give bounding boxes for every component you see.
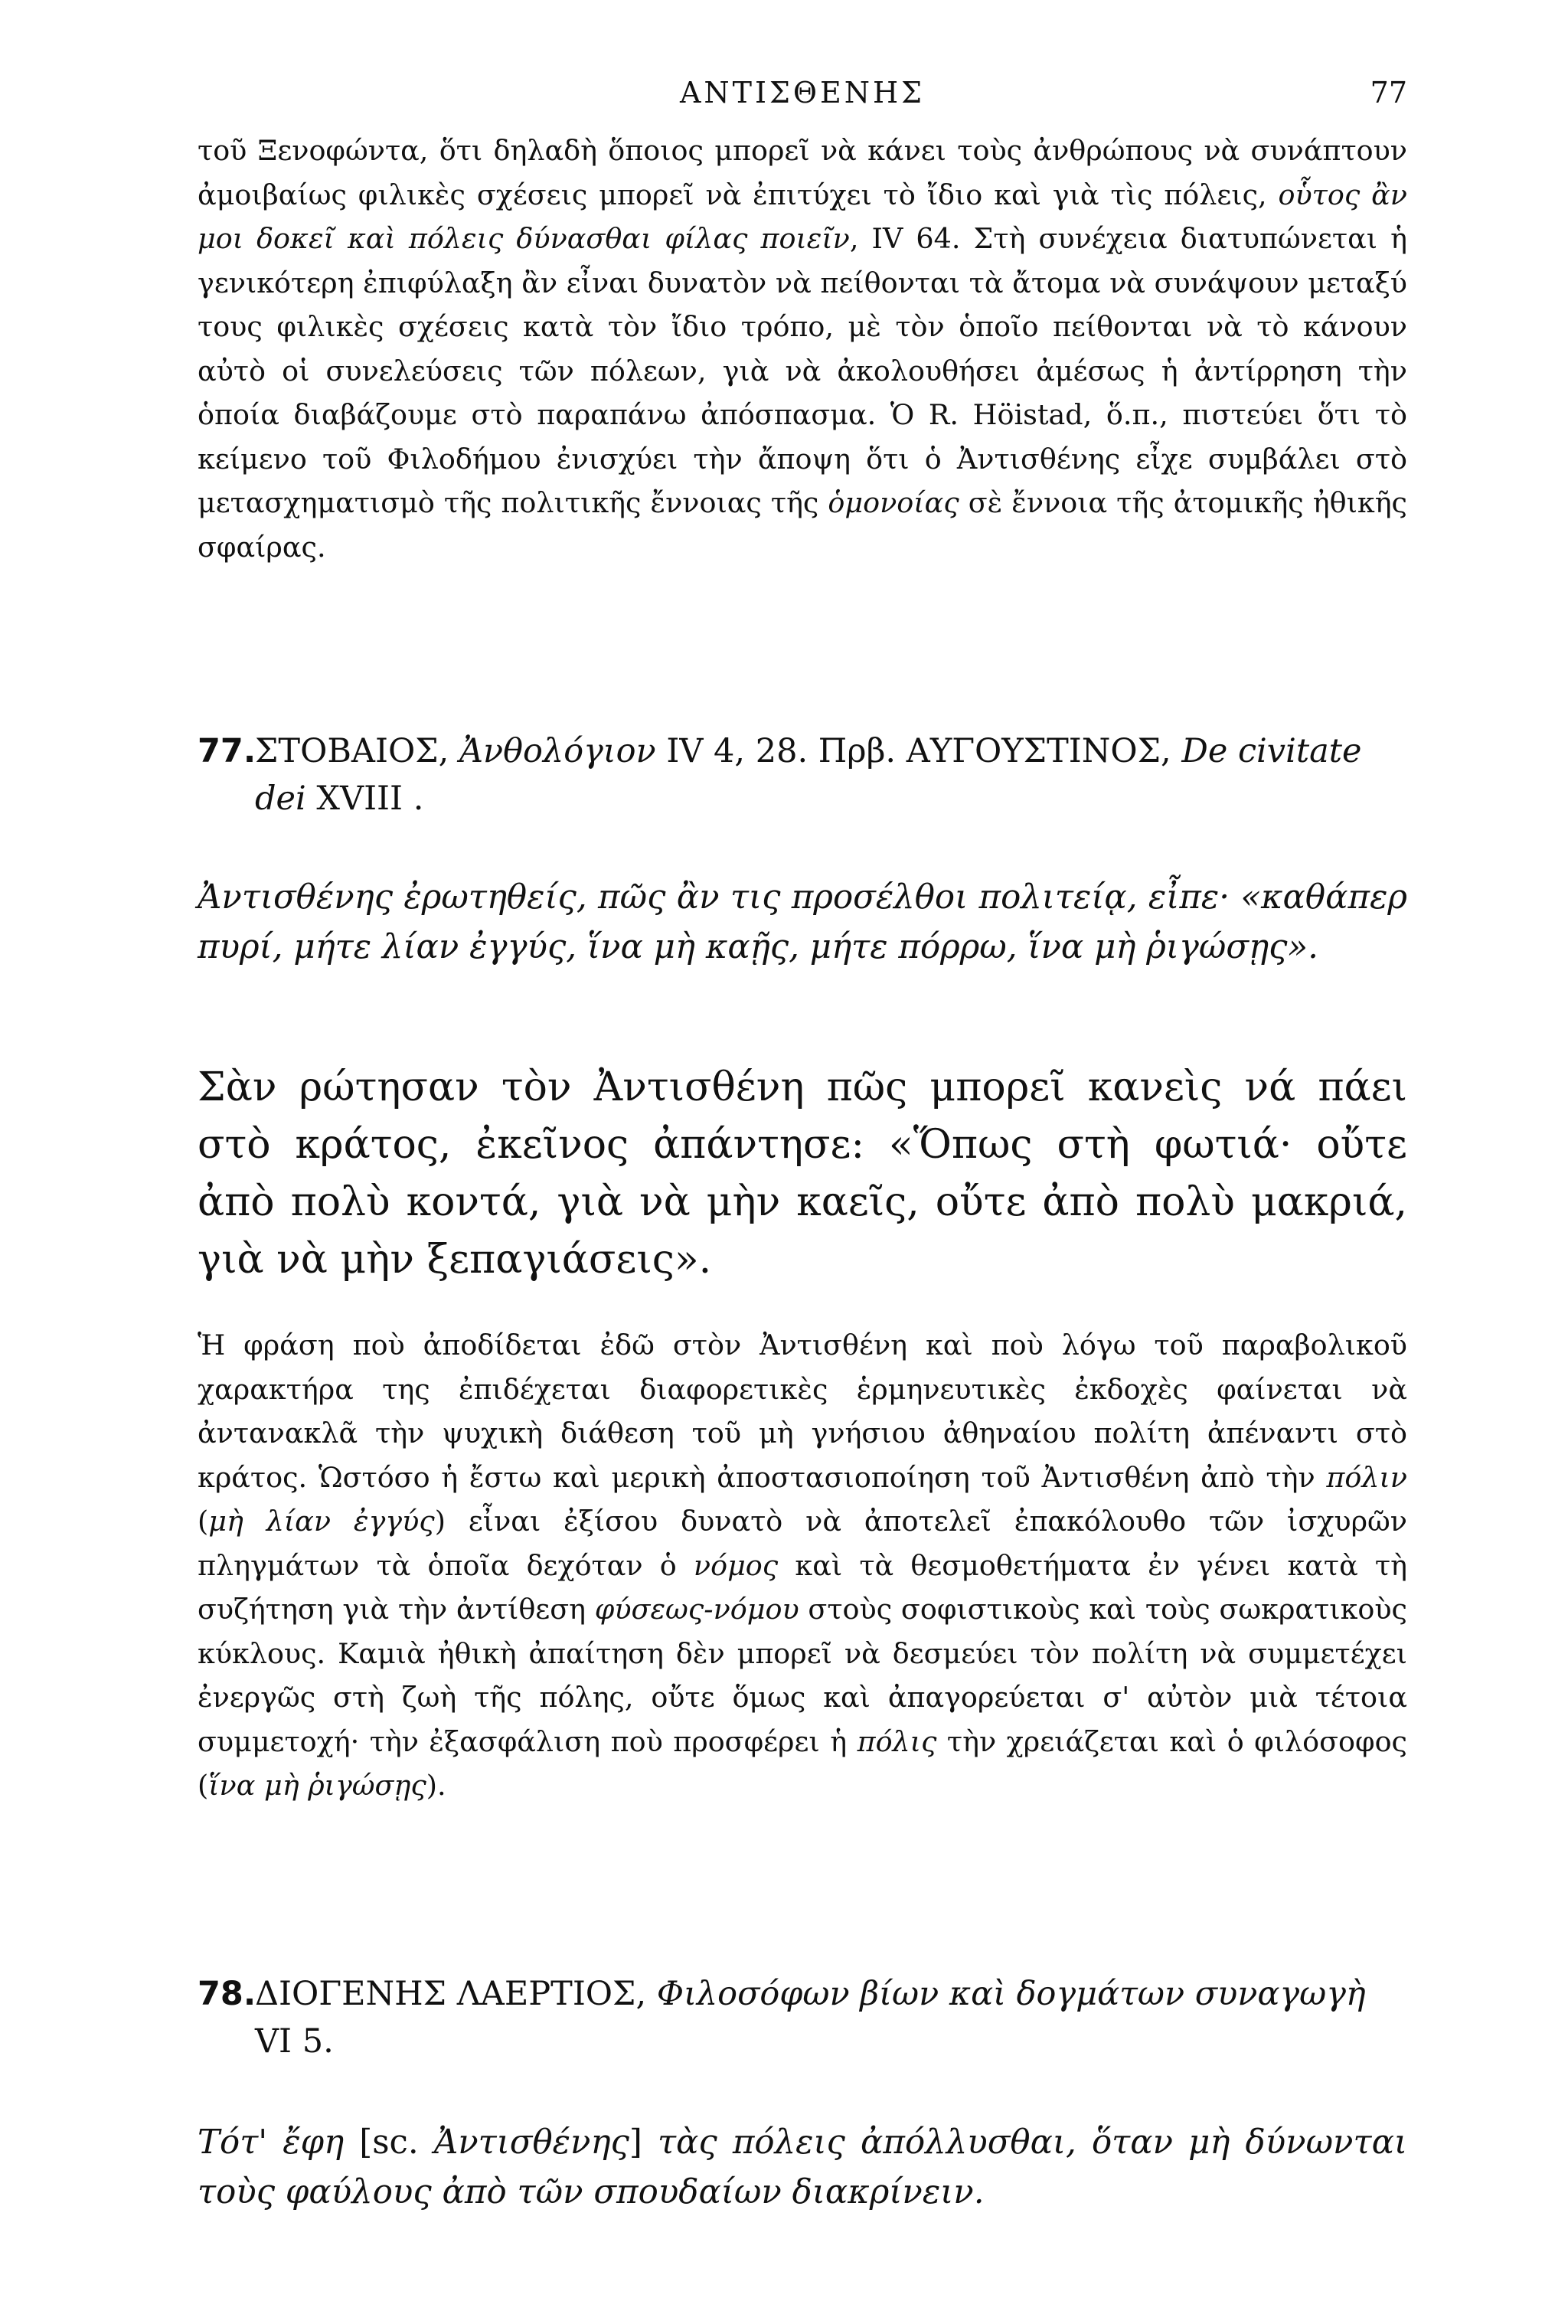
source-reference: VI 5. [255,2022,334,2061]
fragment-text: Ἀντισθένης [433,2123,629,2162]
source-work: Φιλοσόφων βίων καὶ δογμάτων συναγωγὴ [656,1975,1366,2013]
text-run: ) εἶναι ἐξίσου δυνατὸ νὰ ἀποτελεῖ ἐπακόλουθο τῶν ἰσχυρῶν πληγμάτων τὰ ὁποῖα δεχόταν ὁ [198,1505,1407,1582]
source-reference: XVIII . [305,780,424,818]
section-heading-78 [198,1970,1407,2065]
italic-term: ἵνα μὴ ῥιγώσῃς [208,1769,426,1802]
text-run: καὶ τὰ θεσμοθετήματα ἐν γένει κατὰ τὴ συζήτηση γιὰ τὴν ἀντίθεση [198,1548,1407,1626]
source-reference: IV 4, 28. Πρβ. ΑΥΓΟΥΣΤΙΝΟΣ, [655,732,1182,770]
source-author: ΣΤΟΒΑΙΟΣ, [255,732,459,770]
italic-term: ὁμονοίας [828,486,959,519]
text-run: , IV 64. Στὴ συνέχεια διατυπώνεται ἡ γενικότερη ἐπιφύλαξη ἂν εἶναι δυνατὸν νὰ πείθονται τὰ ἄτομα νὰ συνάψουν μεταξύ τους φιλικὲς σχέσεις κατὰ τὸν ἴδιο τρόπο, μὲ τὸν ὁποῖο πείθονται νὰ τὸ κάνουν αὐτὸ οἱ συνελεύσεις τῶν πόλεων, γιὰ νὰ ἀκολουθήσει ἀμέσως ἡ ἀντίρρηση τὴν ὁποία διαβάζουμε στὸ παραπάνω ἀπόσπασμα. Ὁ R. Höistad, ὅ.π., πιστεύει ὅτι τὸ κείμενο τοῦ Φιλοδήμου ἐνισχύει τὴν ἄποψη ὅτι ὁ Ἀντισθένης εἶχε συμβάλει στὸ μετασχηματισμὸ τῆς πολιτικῆς ἔννοιας τῆς [198,222,1407,519]
source-author: ΔΙΟΓΕΝΗΣ ΛΑΕΡΤΙΟΣ, [255,1975,657,2013]
commentary-paragraph-1 [198,129,1407,569]
running-title: ΑΝΤΙΣΘΕΝΗΣ [679,76,926,109]
italic-term: πόλις [857,1724,937,1758]
text-run: ). [426,1769,446,1802]
greek-quote: οὗτος ἂν μοι δοκεῖ καὶ πόλεις δύνασθαι φίλας ποιεῖν [198,178,1407,255]
section-number: 77. [198,732,256,770]
source-work: Ἀνθολόγιον [459,732,656,770]
fragment-text: Τότ' ἔφη [198,2123,345,2162]
running-head [198,74,1407,112]
section-heading-77 [198,727,1407,822]
italic-term: πόλιν [1326,1460,1407,1494]
text-run: Ἡ φράση ποὺ ἀποδίδεται ἐδῶ στὸν Ἀντισθένη καὶ ποὺ λόγω τοῦ παραβολικοῦ χαρακτήρα της ἐπιδέχεται διαφορετικὲς ἑρμηνευτικὲς ἐκδοχὲς φαίνεται νὰ ἀντανακλᾶ τὴν ψυχικὴ διάθεση τοῦ μὴ γνήσιου ἀθηναίου πολίτη ἀπέναντι στὸ κράτος. Ὡστόσο ἡ ἔστω καὶ μερικὴ ἀποστασιοποίηση τοῦ Ἀντισθένη ἀπὸ τὴν [198,1329,1407,1494]
text-run: σὲ ἔννοια τῆς ἀτομικῆς ἠθικῆς σφαίρας. [198,486,1407,564]
greek-fragment-77: Ἀντισθένης ἐρωτηθείς, πῶς ἂν τις προσέλθοι πολιτείᾳ, εἶπε· «καθάπερ πυρί, μήτε λίαν ἐγγύς, ἵνα μὴ καῇς, μήτε πόρρω, ἵνα μὴ ῥιγώσῃς». [198,878,1407,966]
section-number: 78. [198,1975,256,2013]
text-run: τοῦ Ξενοφώντα, ὅτι δηλαδὴ ὅποιος μπορεῖ νὰ κάνει τοὺς ἀνθρώπους νὰ συνάπτουν ἀμοιβαίως φιλικὲς σχέσεις μπορεῖ νὰ ἐπιτύχει τὸ ἴδιο καὶ γιὰ τὶς πόλεις, [198,134,1407,211]
text-run: στοὺς σοφιστικοὺς καὶ τοὺς σωκρατικοὺς κύκλους. Καμιὰ ἠθικὴ ἀπαίτηση δὲν μπορεῖ νὰ δεσμεύει τὸν πολίτη νὰ συμμετέχει ἐνεργῶς στὴ ζωὴ τῆς πόλης, οὔτε ὅμως καὶ ἀπαγορεύεται σ' αὐτὸν μιὰ τέτοια συμμετοχή· τὴν ἐξασφάλιση ποὺ προσφέρει ἡ [198,1593,1407,1758]
commentary-paragraph-2 [198,1323,1407,1808]
editorial-note: ] [629,2123,658,2162]
book-page [198,0,1407,2324]
italic-term: φύσεως-νόμου [594,1593,799,1626]
text-run: τὴν χρειάζεται καὶ ὁ φιλόσοφος ( [198,1724,1407,1802]
text-run: ( [198,1505,209,1538]
greek-fragment-78 [198,2118,1407,2218]
fragment-text: τὰς πόλεις ἀπόλλυσθαι, ὅταν μὴ δύνωνται τοὺς φαύλους ἀπὸ τῶν σπουδαίων διακρίνειν. [198,2123,1407,2211]
italic-term: μὴ λίαν ἐγγύς [208,1505,435,1538]
editorial-note: [sc. [344,2123,434,2162]
page-number: 77 [1370,76,1407,109]
italic-term: νόμος [693,1548,779,1582]
source-work: De civitate dei [255,732,1362,818]
translation-77: Σὰν ρώτησαν τὸν Ἀντισθένη πῶς μπορεῖ κανεὶς νά πάει στὸ κράτος, ἐκεῖνος ἀπάντησε: «Ὅπως στὴ φωτιά· οὔτε ἀπὸ πολὺ κοντά, γιὰ νὰ μὴν καεῖς, οὔτε ἀπὸ πολὺ μακριά, γιὰ νὰ μὴν ξεπαγιάσεις». [198,1064,1407,1283]
